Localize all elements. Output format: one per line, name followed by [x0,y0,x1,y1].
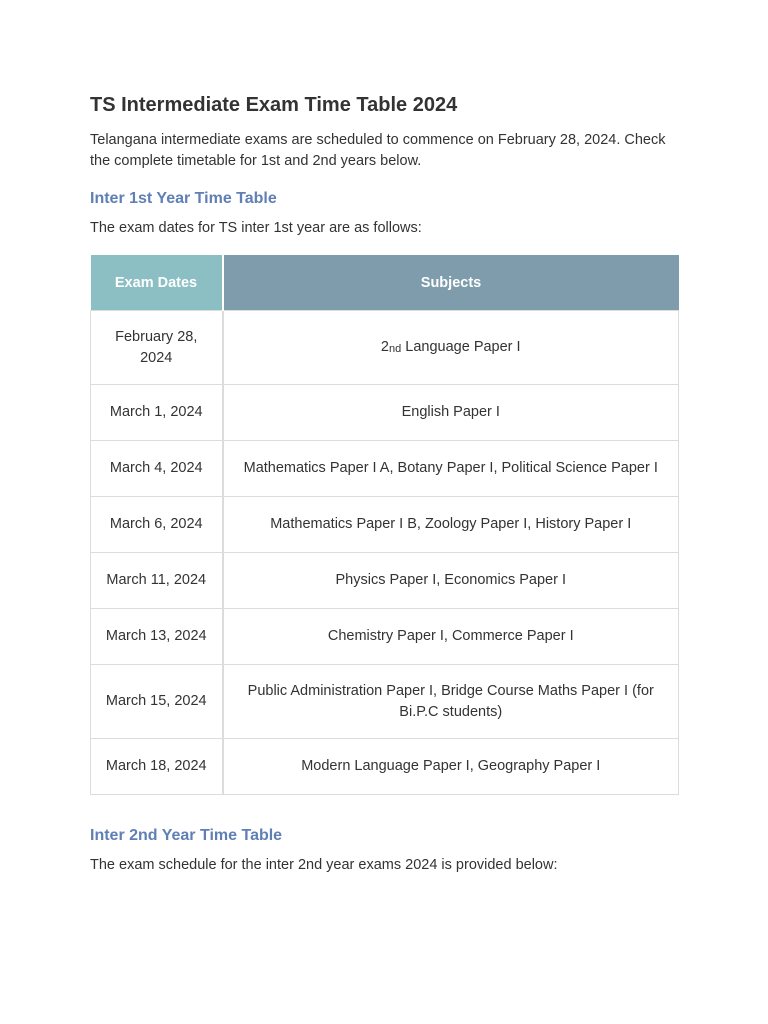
column-header-exam-dates: Exam Dates [91,255,223,311]
table-header-row [91,255,679,311]
subject-cell: Public Administration Paper I, Bridge Course Maths Paper I (for Bi.P.C students) [223,665,679,739]
subject-cell: Physics Paper I, Economics Paper I [223,553,679,609]
subject-cell: English Paper I [223,385,679,441]
table-row [91,497,679,553]
first-year-timetable [90,255,679,795]
exam-date-cell: March 13, 2024 [91,609,223,665]
exam-date-cell: March 1, 2024 [91,385,223,441]
article-content [90,92,680,875]
column-header-subjects: Subjects [223,255,679,311]
subject-ordinal-number: 2 [380,339,389,355]
second-year-heading: Inter 2nd Year Time Table [90,827,283,844]
subject-cell [223,311,679,385]
table-row [91,553,679,609]
exam-date-cell: March 15, 2024 [91,665,223,739]
exam-date-cell: February 28, 2024 [91,311,223,385]
subject-cell: Chemistry Paper I, Commerce Paper I [223,609,679,665]
table-row [91,739,679,795]
page-title: TS Intermediate Exam Time Table 2024 [90,94,458,116]
table-row [91,311,679,385]
exam-date-cell: March 4, 2024 [91,441,223,497]
subject-ordinal-suffix: nd [389,343,402,355]
table-row [91,609,679,665]
intro-paragraph: Telangana intermediate exams are scheduled to commence on February 28, 2024. Check the complete timetable for 1st and 2nd years below. [90,132,666,169]
subject-cell: Mathematics Paper I A, Botany Paper I, Political Science Paper I [223,441,679,497]
subject-cell: Mathematics Paper I B, Zoology Paper I, History Paper I [223,497,679,553]
second-year-lead: The exam schedule for the inter 2nd year exams 2024 is provided below: [90,857,558,873]
table-row [91,665,679,739]
subject-cell: Modern Language Paper I, Geography Paper I [223,739,679,795]
subject-text: Language Paper I [401,339,521,355]
exam-date-cell: March 6, 2024 [91,497,223,553]
first-year-lead: The exam dates for TS inter 1st year are as follows: [90,220,422,236]
table-row [91,441,679,497]
exam-date-cell: March 18, 2024 [91,739,223,795]
first-year-heading: Inter 1st Year Time Table [90,190,277,207]
table-row [91,385,679,441]
exam-date-cell: March 11, 2024 [91,553,223,609]
